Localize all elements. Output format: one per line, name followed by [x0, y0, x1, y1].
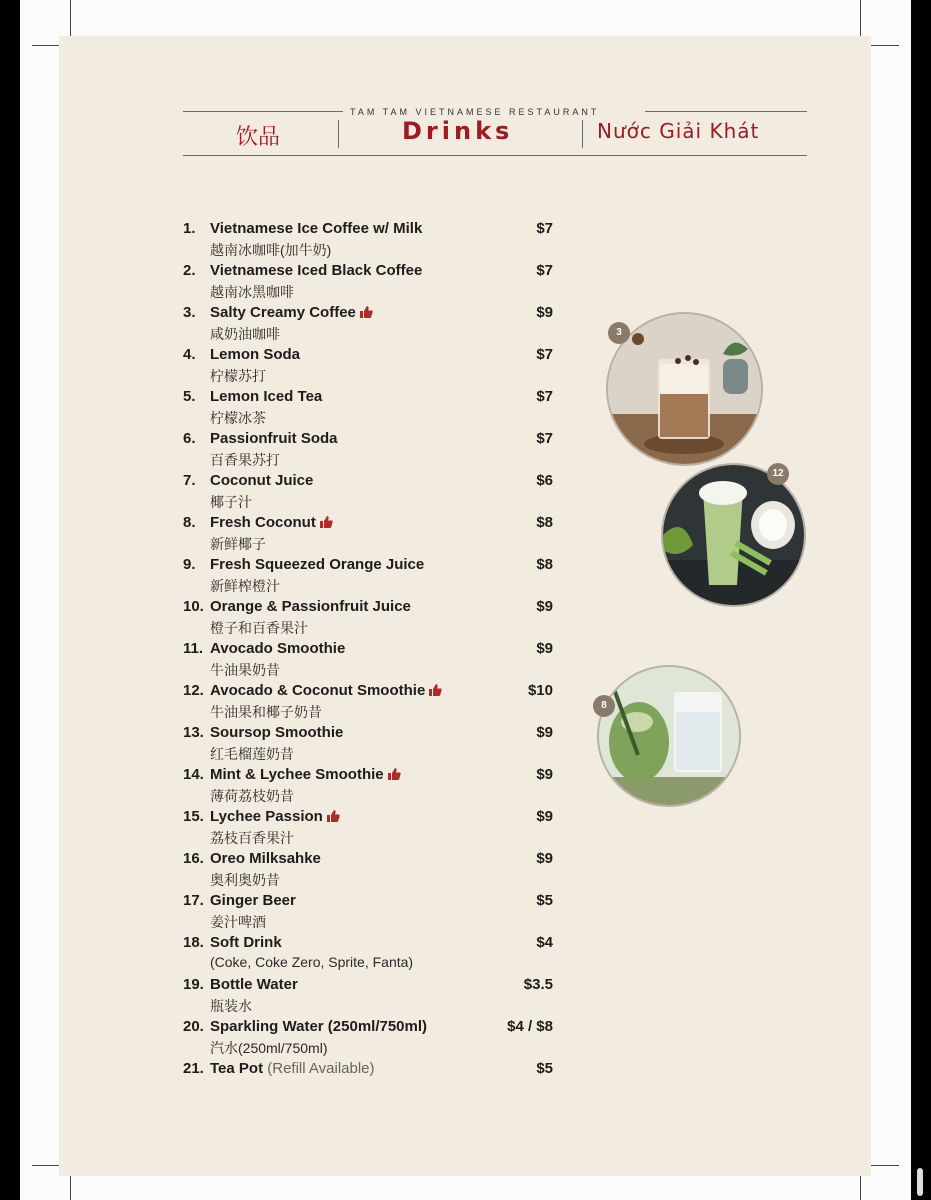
menu-item: [183, 682, 563, 724]
item-subtitle: 荔枝百香果汁: [210, 830, 294, 846]
item-price: $8: [536, 514, 553, 531]
item-number: 15.: [183, 808, 204, 825]
item-name: Lychee Passion: [210, 808, 340, 825]
item-name: Soft Drink: [210, 934, 282, 951]
item-price: $9: [536, 724, 553, 741]
item-subtitle: 新鲜椰子: [210, 536, 266, 552]
item-name: Sparkling Water (250ml/750ml): [210, 1018, 428, 1035]
thumbs-up-icon: [429, 684, 442, 696]
item-price: $6: [536, 472, 553, 489]
item-name: Vietnamese Iced Black Coffee: [210, 262, 423, 279]
item-number: 18.: [183, 934, 204, 951]
item-subtitle: 越南冰黑咖啡: [210, 284, 294, 300]
menu-item: [183, 934, 563, 976]
item-subtitle: 越南冰咖啡(加牛奶): [210, 242, 332, 258]
item-price: $9: [536, 640, 553, 657]
item-number: 2.: [183, 262, 196, 279]
menu-item: [183, 220, 563, 262]
item-subtitle: 姜汁啤酒: [210, 914, 266, 930]
photo-badge: 8: [593, 695, 615, 717]
item-subtitle: 新鲜榨橙汁: [210, 578, 280, 594]
menu-item: [183, 430, 563, 472]
menu-item: [183, 808, 563, 850]
item-name: Vietnamese Ice Coffee w/ Milk: [210, 220, 423, 237]
item-number: 16.: [183, 850, 204, 867]
menu-item: [183, 262, 563, 304]
item-price: $8: [536, 556, 553, 573]
header-divider: [338, 120, 339, 148]
item-name: Lemon Iced Tea: [210, 388, 323, 405]
item-subtitle: 薄荷荔枝奶昔: [210, 788, 294, 804]
item-name: Orange & Passionfruit Juice: [210, 598, 411, 615]
header-divider: [582, 120, 583, 148]
item-price: $9: [536, 850, 553, 867]
item-price: $9: [536, 808, 553, 825]
item-number: 1.: [183, 220, 196, 237]
item-name: Oreo Milksahke: [210, 850, 321, 867]
item-price: $7: [536, 262, 553, 279]
item-price: $7: [536, 388, 553, 405]
item-number: 20.: [183, 1018, 204, 1035]
item-price: $10: [527, 682, 553, 699]
item-price: $9: [536, 304, 553, 321]
photo-fresh-coconut: [597, 665, 741, 807]
item-name: Coconut Juice: [210, 472, 314, 489]
item-number: 10.: [183, 598, 204, 615]
item-number: 11.: [183, 640, 204, 657]
item-note: (Refill Available): [267, 1060, 375, 1077]
item-subtitle: 椰子汁: [210, 494, 252, 510]
item-subtitle: 红毛榴莲奶昔: [210, 746, 294, 762]
item-name: Avocado & Coconut Smoothie: [210, 682, 442, 699]
item-number: 8.: [183, 514, 196, 531]
item-name: Avocado Smoothie: [210, 640, 346, 657]
item-name: Fresh Squeezed Orange Juice: [210, 556, 425, 573]
item-price: $3.5: [523, 976, 553, 993]
item-name: Soursop Smoothie: [210, 724, 344, 741]
item-price: $4 / $8: [507, 1018, 553, 1035]
item-price: $7: [536, 346, 553, 363]
item-number: 4.: [183, 346, 196, 363]
photo-badge: 12: [767, 463, 789, 485]
item-name: Mint & Lychee Smoothie: [210, 766, 401, 783]
menu-item: [183, 346, 563, 388]
item-number: 13.: [183, 724, 204, 741]
item-subtitle: 牛油果和椰子奶昔: [210, 704, 322, 720]
item-number: 6.: [183, 430, 196, 447]
menu-item: [183, 640, 563, 682]
menu-item: [183, 472, 563, 514]
restaurant-name: TAM TAM VIETNAMESE RESTAURANT: [350, 107, 600, 117]
item-subtitle: 牛油果奶昔: [210, 662, 280, 678]
item-subtitle: 奥利奥奶昔: [210, 872, 280, 888]
item-subtitle: 咸奶油咖啡: [210, 326, 280, 342]
item-number: 19.: [183, 976, 204, 993]
item-number: 14.: [183, 766, 204, 783]
photo-avocado-coconut-smoothie: [661, 463, 806, 607]
menu-item: [183, 514, 563, 556]
item-number: 7.: [183, 472, 196, 489]
menu-item: [183, 556, 563, 598]
item-subtitle: 瓶装水: [210, 998, 252, 1014]
item-price: $5: [536, 892, 553, 909]
item-subtitle: 橙子和百香果汁: [210, 620, 308, 636]
item-name: Lemon Soda: [210, 346, 301, 363]
item-number: 17.: [183, 892, 204, 909]
item-price: $5: [536, 1060, 553, 1077]
title-vietnamese: Nước Giải Khát: [597, 119, 760, 143]
menu-item: [183, 850, 563, 892]
menu-item: [183, 304, 563, 346]
item-number: 12.: [183, 682, 204, 699]
thumbs-up-icon: [320, 516, 333, 528]
menu-item: [183, 388, 563, 430]
menu-item: [183, 766, 563, 808]
item-name: Salty Creamy Coffee: [210, 304, 373, 321]
item-price: $9: [536, 598, 553, 615]
header-rule-right: [645, 111, 807, 112]
item-number: 5.: [183, 388, 196, 405]
thumbs-up-icon: [327, 810, 340, 822]
item-price: $7: [536, 220, 553, 237]
menu-item: [183, 892, 563, 934]
photo-badge: 3: [608, 322, 630, 344]
menu-item: [183, 1018, 563, 1060]
menu-item: [183, 1060, 563, 1102]
item-name: Tea Pot (Refill Available): [210, 1060, 375, 1077]
item-price: $4: [536, 934, 553, 951]
menu-item: [183, 598, 563, 640]
item-price: $9: [536, 766, 553, 783]
thumbs-up-icon: [360, 306, 373, 318]
header-rule-bottom: [183, 155, 807, 156]
item-subtitle: (Coke, Coke Zero, Sprite, Fanta): [210, 954, 414, 970]
scrollbar[interactable]: [917, 1168, 923, 1196]
thumbs-up-icon: [388, 768, 401, 780]
item-number: 9.: [183, 556, 196, 573]
title-chinese: 饮品: [236, 125, 281, 150]
item-subtitle: 柠檬冰茶: [210, 410, 266, 426]
item-number: 21.: [183, 1060, 204, 1077]
item-name: Bottle Water: [210, 976, 298, 993]
item-name: Passionfruit Soda: [210, 430, 338, 447]
item-price: $7: [536, 430, 553, 447]
menu-item: [183, 976, 563, 1018]
item-subtitle: 柠檬苏打: [210, 368, 266, 384]
item-name: Ginger Beer: [210, 892, 296, 909]
item-number: 3.: [183, 304, 196, 321]
drinks-list: [183, 220, 563, 1102]
item-subtitle: 百香果苏打: [210, 452, 280, 468]
title-english: Drinks: [402, 117, 514, 145]
header-rule-left: [183, 111, 343, 112]
item-subtitle: 汽水(250ml/750ml): [210, 1040, 328, 1056]
menu-item: [183, 724, 563, 766]
item-name: Fresh Coconut: [210, 514, 333, 531]
